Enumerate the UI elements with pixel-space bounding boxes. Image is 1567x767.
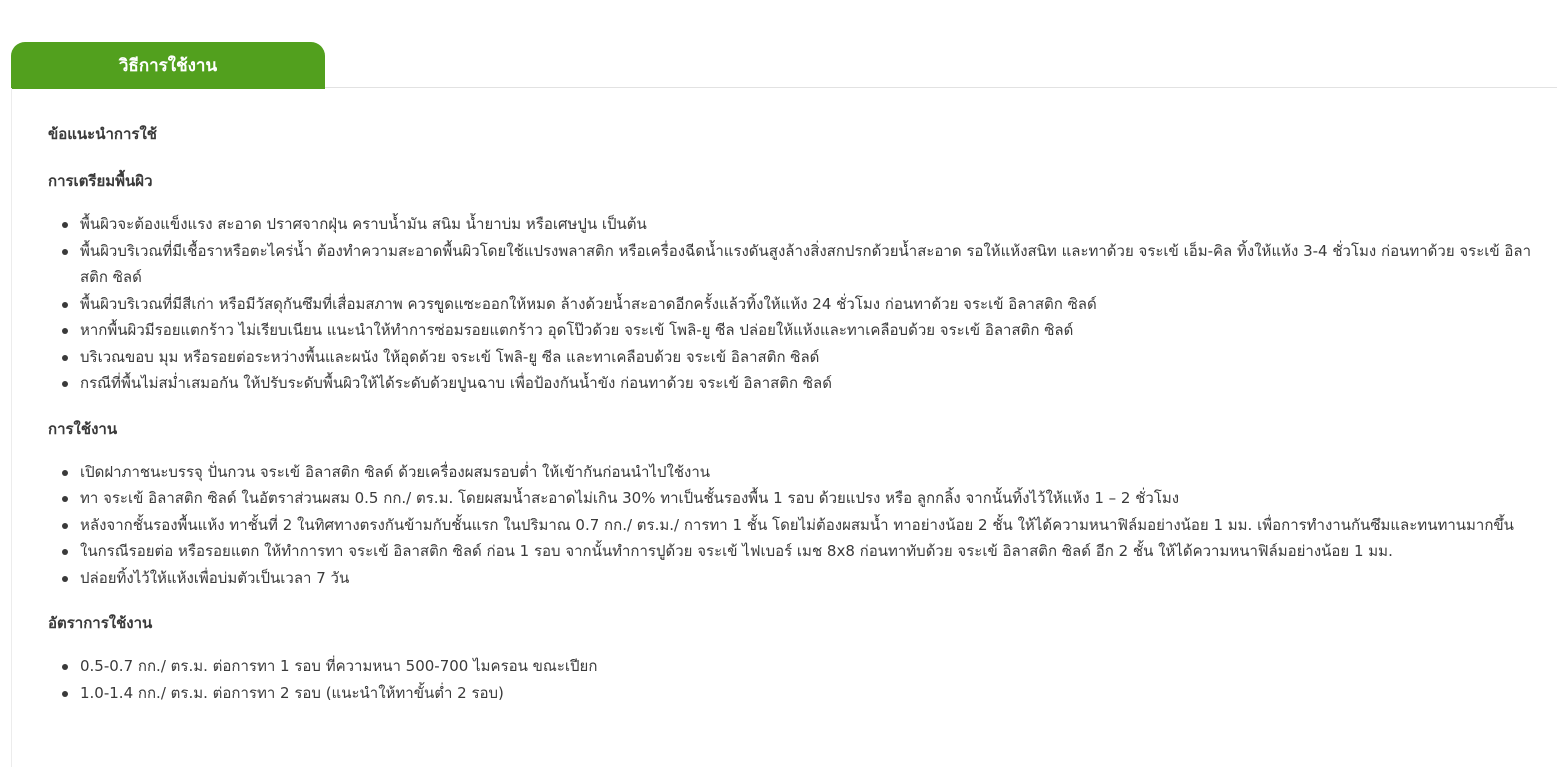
list-item: 1.0-1.4 กก./ ตร.ม. ต่อการทา 2 รอบ (แนะนำให้ทาขั้นต่ำ 2 รอบ) <box>80 680 1538 707</box>
usage-list <box>48 459 1538 592</box>
tab-bar <box>11 42 1557 88</box>
list-item: พื้นผิวจะต้องแข็งแรง สะอาด ปราศจากฝุ่น คราบน้ำมัน สนิม น้ำยาบ่ม หรือเศษปูน เป็นต้น <box>80 211 1538 238</box>
list-item: หลังจากชั้นรองพื้นแห้ง ทาชั้นที่ 2 ในทิศทางตรงกันข้ามกับชั้นแรก ในปริมาณ 0.7 กก./ ตร.ม./ การทา 1 ชั้น โดยไม่ต้องผสมน้ำ ทาอย่างน้อย 2 ชั้น ให้ได้ความหนาฟิล์มอย่างน้อย 1 มม. เพื่อการทำงานกันซึมและทนทานมากขึ้น <box>80 512 1538 539</box>
list-item: บริเวณขอบ มุม หรือรอยต่อระหว่างพื้นและผนัง ให้อุดด้วย จระเข้ โพลิ-ยู ซีล และทาเคลือบด้วย จระเข้ อิลาสติก ซิลด์ <box>80 344 1538 371</box>
preparation-list <box>48 211 1538 397</box>
list-item: 0.5-0.7 กก./ ตร.ม. ต่อการทา 1 รอบ ที่ความหนา 500-700 ไมครอน ขณะเปียก <box>80 653 1538 680</box>
list-item: เปิดฝาภาชนะบรรจุ ปั่นกวน จระเข้ อิลาสติก ซิลด์ ด้วยเครื่องผสมรอบต่ำ ให้เข้ากันก่อนนำไปใช้งาน <box>80 459 1538 486</box>
list-item: ในกรณีรอยต่อ หรือรอยแตก ให้ทำการทา จระเข้ อิลาสติก ซิลด์ ก่อน 1 รอบ จากนั้นทำการปูด้วย จระเข้ ไฟเบอร์ เมช 8x8 ก่อนทาทับด้วย จระเข้ อิลาสติก ซิลด์ อีก 2 ชั้น ให้ได้ความหนาฟิล์มอย่างน้อย 1 มม. <box>80 538 1538 565</box>
list-item: กรณีที่พื้นไม่สม่ำเสมอกัน ให้ปรับระดับพื้นผิวให้ได้ระดับด้วยปูนฉาบ เพื่อป้องกันน้ำขัง ก่อนทาด้วย จระเข้ อิลาสติก ซิลด์ <box>80 370 1538 397</box>
list-item: พื้นผิวบริเวณที่มีสีเก่า หรือมีวัสดุกันซึมที่เสื่อมสภาพ ควรขูดแซะออกให้หมด ล้างด้วยน้ำสะอาดอีกครั้งแล้วทิ้งให้แห้ง 24 ชั่วโมง ก่อนทาด้วย จระเข้ อิลาสติก ซิลด์ <box>80 291 1538 318</box>
list-item: หากพื้นผิวมีรอยแตกร้าว ไม่เรียบเนียน แนะนำให้ทำการซ่อมรอยแตกร้าว อุดโป๊วด้วย จระเข้ โพลิ-ยู ซีล ปล่อยให้แห้งและทาเคลือบด้วย จระเข้ อิลาสติก ซิลด์ <box>80 317 1538 344</box>
advice-heading: ข้อแนะนำการใช้ <box>48 125 157 143</box>
list-item: พื้นผิวบริเวณที่มีเชื้อราหรือตะไคร่น้ำ ต้องทำความสะอาดพื้นผิวโดยใช้แปรงพลาสติก หรือเครื่องฉีดน้ำแรงดันสูงล้างสิ่งสกปรกด้วยน้ำสะอาด รอให้แห้งสนิท และทาด้วย จระเข้ เอ็ม-คิล ทิ้งให้แห้ง 3-4 ชั่วโมง ก่อนทาด้วย จระเข้ อิลาสติก ซิลด์ <box>80 238 1538 291</box>
tab-usage-instructions[interactable] <box>11 42 325 89</box>
coverage-list <box>48 653 1538 706</box>
list-item: ทา จระเข้ อิลาสติก ซิลด์ ในอัตราส่วนผสม 0.5 กก./ ตร.ม. โดยผสมน้ำสะอาดไม่เกิน 30% ทาเป็นชั้นรองพื้น 1 รอบ ด้วยแปรง หรือ ลูกกลิ้ง จากนั้นทิ้งไว้ให้แห้ง 1 – 2 ชั่วโมง <box>80 485 1538 512</box>
usage-heading: การใช้งาน <box>48 419 118 438</box>
tab-label: วิธีการใช้งาน <box>118 56 218 76</box>
tab-panel <box>11 88 1557 767</box>
instructions-content <box>48 124 1538 728</box>
coverage-heading: อัตราการใช้งาน <box>48 614 153 632</box>
preparation-heading: การเตรียมพื้นผิว <box>48 172 153 190</box>
list-item: ปล่อยทิ้งไว้ให้แห้งเพื่อบ่มตัวเป็นเวลา 7 วัน <box>80 565 1538 592</box>
